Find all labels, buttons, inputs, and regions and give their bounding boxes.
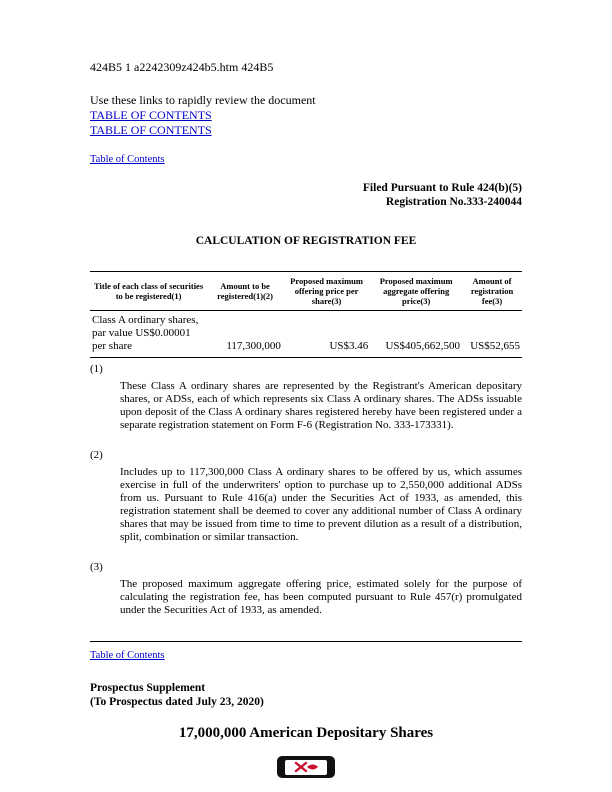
footnote-3-number: (3) — [90, 561, 103, 573]
footnote-2 — [90, 448, 522, 544]
links-intro-text: Use these links to rapidly review the document — [90, 93, 316, 107]
cell-price-per-share: US$3.46 — [283, 311, 370, 358]
to-prospectus-date-line: (To Prospectus dated July 23, 2020) — [90, 696, 264, 708]
fee-table-data-row — [90, 311, 522, 358]
fee-table-title: CALCULATION OF REGISTRATION FEE — [195, 235, 417, 247]
footnote-1-number: (1) — [90, 363, 103, 375]
header-aggregate-offering-price: Proposed maximum aggregate offering price(3) — [370, 272, 462, 311]
table-of-contents-link-bottom[interactable]: Table of Contents — [90, 650, 165, 661]
footnote-2-number: (2) — [90, 449, 103, 461]
fee-table-header-row — [90, 272, 522, 311]
table-of-contents-link-top[interactable]: Table of Contents — [90, 154, 165, 165]
company-logo — [90, 756, 522, 778]
footnote-3-text: The proposed maximum aggregate offering price, estimated solely for the purpose of calculating the registration fee, has been computed pursuant to Rule 457(r) promulgated under the Securities Act of 1933, as amended. — [120, 578, 522, 616]
logo-frame — [277, 756, 335, 778]
offering-title: 17,000,000 American Depositary Shares — [178, 725, 434, 741]
cell-security-title: Class A ordinary shares, par value US$0.00001 per share — [90, 311, 207, 358]
footnote-2-text: Includes up to 117,300,000 Class A ordinary shares to be offered by us, which assumes exercise in full of the underwriters' option to purchase up to 2,550,000 additional ADSs from us. Pursuant to Rule 416(a) under the Securities Act of 1933, as amended, this registration statement shall be deemed to cover any additional number of Class A ordinary shares that may be issued from time to time to prevent dilution as a result of a distribution, split, combination or similar transaction. — [120, 466, 522, 543]
prospectus-supplement-label: Prospectus Supplement — [90, 682, 206, 694]
file-header-line: 424B5 1 a2242309z424b5.htm 424B5 — [90, 60, 274, 74]
cell-aggregate-price: US$405,662,500 — [370, 311, 462, 358]
registration-number-line: Registration No.333-240044 — [385, 196, 522, 208]
filed-pursuant-line: Filed Pursuant to Rule 424(b)(5) — [362, 182, 522, 194]
filing-info-block — [90, 181, 522, 209]
footnote-1 — [90, 362, 522, 432]
footnote-1-text: These Class A ordinary shares are represented by the Registrant's American depositary shares, or ADSs, each of which represents six Class A ordinary shares. The ADSs issuable upon deposit of the Class A ordinary shares registered hereby have been registered under a separate registration statement on Form F-6 (Registration No. 333-173331). — [120, 380, 522, 431]
table-of-contents-link-2[interactable]: TABLE OF CONTENTS — [90, 123, 212, 137]
header-offering-price-per-share: Proposed maximum offering price per share(3) — [283, 272, 370, 311]
registration-fee-table — [90, 271, 522, 358]
cell-amount-registered: 117,300,000 — [207, 311, 283, 358]
prospectus-supplement-block — [90, 681, 522, 709]
table-of-contents-link-1[interactable]: TABLE OF CONTENTS — [90, 108, 212, 122]
section-divider — [90, 641, 522, 642]
header-registration-fee: Amount of registration fee(3) — [462, 272, 522, 311]
cell-registration-fee: US$52,655 — [462, 311, 522, 358]
header-amount-registered: Amount to be registered(1)(2) — [207, 272, 283, 311]
logo-mark-icon — [285, 760, 327, 775]
header-title-of-class: Title of each class of securities to be registered(1) — [90, 272, 207, 311]
footnote-3 — [90, 560, 522, 617]
